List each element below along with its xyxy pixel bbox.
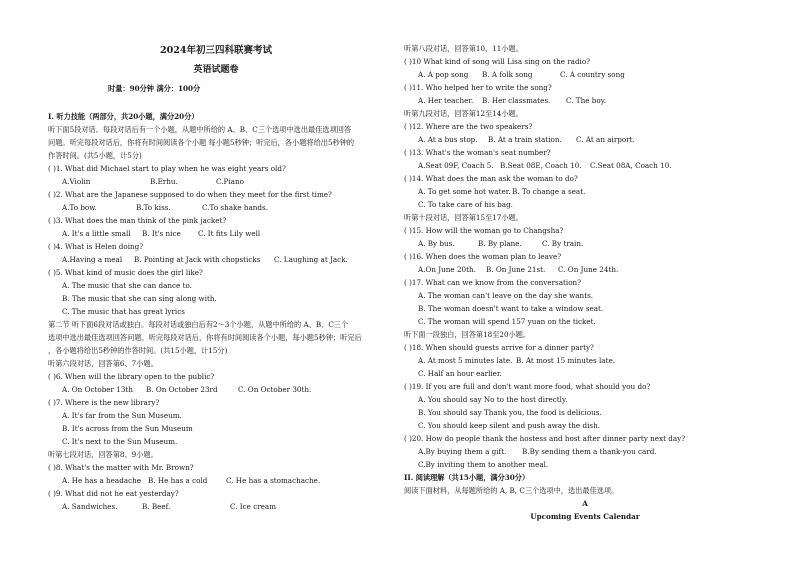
options-q8: [62, 476, 320, 485]
question-16: ( )16. When does the woman plan to leave?: [404, 252, 562, 261]
section2-instruction: 阅读下面材料，从每题所给的 A, B, C三个选项中，选出最佳选项。: [404, 486, 619, 495]
question-6: ( )6. When will the library open to the public?: [48, 372, 215, 381]
question-7: ( )7. Where is the new library?: [48, 398, 160, 407]
part2-instruction: 第二节 听下面6段对话或独白。每段对话或独白后有2～3个小题，从题中所给的 A、B、C三个: [48, 320, 349, 329]
question-18: ( )18. When should guests arrive for a dinner party?: [404, 343, 594, 352]
part2-instruction: ，各小题将给出5秒钟的作答时间。(共15小题，计15分): [48, 346, 228, 355]
question-12: ( )12. Where are the two speakers?: [404, 122, 533, 131]
option[interactable]: B. On October 23rd: [146, 385, 218, 394]
option[interactable]: A. It's far from the Sun Museum.: [62, 411, 182, 420]
option[interactable]: A. You should say No to the host directly.: [418, 395, 568, 404]
question-1: ( )1. What did Michael start to play when he was eight years old?: [48, 164, 286, 173]
dialogue-label: 听下面一段独白，回答第18至20小题。: [404, 330, 531, 339]
part2-instruction: 选项中选出最佳选项回答问题。听完每段对话后，你将有时间阅读各个小题，每小题5秒钟；听完后: [48, 333, 362, 342]
option[interactable]: A.To bow.: [62, 203, 97, 212]
option[interactable]: C. The boy.: [566, 96, 607, 105]
question-11: ( )11. Who helped her to write the song?: [404, 83, 552, 92]
question-2: ( )2. What are the Japanese supposed to do when they meet for the first time?: [48, 190, 332, 199]
option[interactable]: C. On October 30th.: [238, 385, 312, 394]
options-q14: [418, 187, 585, 196]
exam-subtitle: 英语试题卷: [193, 65, 239, 75]
option[interactable]: B. It's across from the Sun Museum: [62, 424, 193, 433]
option[interactable]: A.Seat 09F, Coach 5.: [418, 161, 494, 170]
question-13: ( )13. What's the woman's seat number?: [404, 148, 551, 157]
option[interactable]: A.Violin: [62, 177, 91, 186]
question-10: ( )10 What kind of song will Lisa sing on the radio?: [404, 57, 591, 66]
time-info: 时量：90分钟 满分：100分: [108, 84, 201, 93]
question-8: ( )8. What's the matter with Mr. Brown?: [48, 463, 194, 472]
option[interactable]: B. He has a cold: [148, 476, 208, 485]
option[interactable]: C. A country song: [560, 70, 625, 79]
option[interactable]: C. It fits Lily well: [198, 229, 261, 238]
option[interactable]: C. On June 24th.: [558, 265, 619, 274]
option[interactable]: A.On June 20th.: [418, 265, 476, 274]
option[interactable]: A. At a bus stop.: [418, 135, 478, 144]
option[interactable]: C.Piano: [216, 177, 244, 186]
options-q20: [418, 447, 657, 456]
question-20: ( )20. How do people thank the hostess and host after dinner party next day?: [404, 434, 686, 443]
option[interactable]: C. It's next to the Sun Museum.: [62, 437, 178, 446]
option[interactable]: B. Her classmates.: [482, 96, 551, 105]
option[interactable]: A. By bus.: [418, 239, 455, 248]
options-q4: [62, 255, 348, 264]
option[interactable]: A. At most 5 minutes late.: [418, 356, 513, 365]
option[interactable]: C. You should keep silent and push away the dish.: [418, 421, 600, 430]
option[interactable]: C. To take care of his bag.: [418, 200, 513, 209]
options-q9: [62, 502, 276, 511]
option[interactable]: C. The woman will spend 157 yuan on the ticket.: [418, 317, 596, 326]
option[interactable]: A. It's a little small: [62, 229, 131, 238]
options-q10: [418, 70, 625, 79]
section1-heading: I. 听力技能（两部分，共20小题，满分20分）: [48, 112, 199, 121]
option[interactable]: A. On October 13th: [62, 385, 133, 394]
option[interactable]: C. At an airport.: [576, 135, 635, 144]
option[interactable]: C.To shake hands.: [202, 203, 268, 212]
option[interactable]: A. He has a headache: [62, 476, 141, 485]
dialogue-label: 听第七段对话，回答第8、9小题。: [48, 450, 158, 459]
option[interactable]: B. By plane.: [478, 239, 522, 248]
option[interactable]: B. Beef.: [142, 502, 171, 511]
question-9: ( )9. What did not he eat yesterday?: [48, 489, 179, 498]
exam-title: 2024年初三四科联赛考试: [160, 45, 272, 56]
dialogue-label: 听第六段对话，回答第6、7小题。: [48, 359, 158, 368]
options-q18: [418, 356, 615, 365]
option[interactable]: A.By buying them a gift.: [418, 447, 507, 456]
options-q13: [418, 161, 672, 170]
option[interactable]: B. It's nice: [142, 229, 181, 238]
options-q16: [418, 265, 618, 274]
option[interactable]: C. Laughing at Jack.: [274, 255, 348, 264]
question-4: ( )4. What is Helen doing?: [48, 242, 144, 251]
option[interactable]: A. To get some hot water.: [418, 187, 511, 196]
question-3: ( )3. What does the man think of the pink jacket?: [48, 216, 227, 225]
options-q1: [62, 177, 244, 186]
option[interactable]: C. Ice cream: [230, 502, 277, 511]
option[interactable]: B.Erhu.: [150, 177, 178, 186]
option[interactable]: B. At a train station.: [488, 135, 562, 144]
option[interactable]: A. The music that she can dance to.: [62, 281, 192, 290]
option[interactable]: C. Half an hour earlier.: [418, 369, 502, 378]
option[interactable]: B. To change a seat.: [512, 187, 586, 196]
part1-instruction: 问题。听完每段对话后，你将有时间阅读各个小题 每小题5秒钟；听完后，各小题将给出5秒钟的: [48, 138, 355, 147]
option[interactable]: B. You should say Thank you, the food is delicious.: [418, 408, 602, 417]
option[interactable]: B. Pointing at Jack with chopsticks: [134, 255, 261, 264]
passage-title: Upcoming Events Calendar: [530, 512, 640, 521]
options-q12: [418, 135, 635, 144]
question-5: ( )5. What kind of music does the girl like?: [48, 268, 203, 277]
question-17: ( )17. What can we know from the conversation?: [404, 278, 582, 287]
option[interactable]: C. By train.: [542, 239, 584, 248]
option[interactable]: B. At most 15 minutes late.: [516, 356, 616, 365]
question-19: ( )19. If you are full and don't want more food, what should you do?: [404, 382, 651, 391]
option[interactable]: C. He has a stomachache.: [226, 476, 321, 485]
options-q11: [418, 96, 606, 105]
options-q3: [62, 229, 260, 238]
option[interactable]: A. A pop song: [418, 70, 469, 79]
dialogue-label: 听第八段对话，回答第10、11小题。: [404, 44, 523, 53]
option[interactable]: B. A folk song: [482, 70, 533, 79]
question-14: ( )14. What does the man ask the woman to do?: [404, 174, 578, 183]
passage-letter: A: [582, 499, 588, 508]
option[interactable]: B.To kiss.: [136, 203, 171, 212]
option[interactable]: B. The music that she can sing along with.: [62, 294, 217, 303]
dialogue-label: 听第十段对话，回答第15至17小题。: [404, 213, 523, 222]
option[interactable]: B. On June 21st.: [486, 265, 546, 274]
option[interactable]: A. Her teacher.: [418, 96, 474, 105]
option[interactable]: A. The woman can't leave on the day she wants.: [418, 291, 594, 300]
option[interactable]: A. Sandwiches.: [62, 502, 118, 511]
option[interactable]: C.By inviting them to another meal.: [418, 460, 549, 469]
dialogue-label: 听第九段对话，回答第12至14小题。: [404, 109, 523, 118]
options-q6: [62, 385, 311, 394]
option[interactable]: C. The music that has great lyrics: [62, 307, 185, 316]
option[interactable]: A.Having a meal: [62, 255, 123, 264]
option[interactable]: B.Seat 08E, Coach 10.: [500, 161, 582, 170]
option[interactable]: B.By sending them a thank-you card.: [522, 447, 657, 456]
option[interactable]: C.Seat 08A, Coach 10.: [590, 161, 672, 170]
options-q15: [418, 239, 583, 248]
options-q2: [62, 203, 268, 212]
part1-instruction: 听下面5段对话。每段对话后有一个小题，从题中所给的 A、B、C三个选项中选出最佳选项回答: [48, 125, 352, 134]
section2-heading: II. 阅读理解（共15小题，满分30分）: [404, 473, 530, 482]
question-15: ( )15. How will the woman go to Changsha?: [404, 226, 564, 235]
part1-instruction: 作答时间。(共5小题，计5分): [48, 151, 142, 160]
option[interactable]: B. The woman doesn't want to take a window seat.: [418, 304, 604, 313]
